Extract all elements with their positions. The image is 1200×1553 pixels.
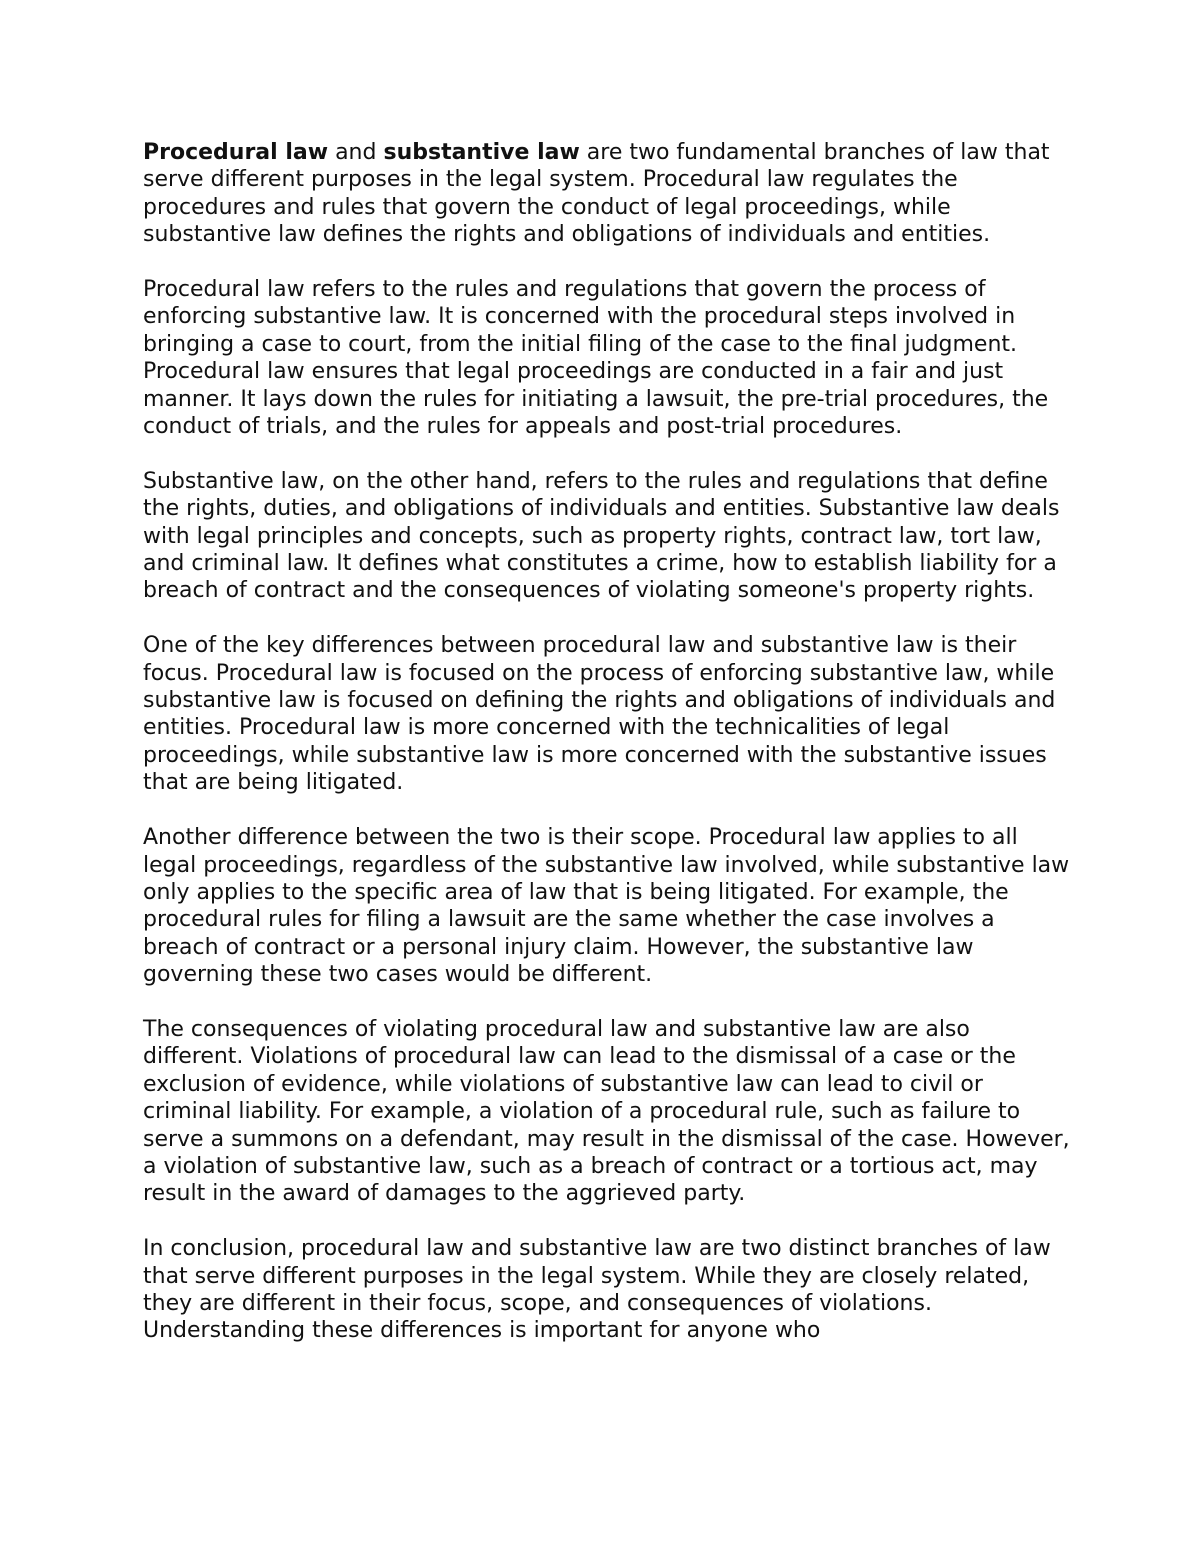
paragraph-procedural-definition: Procedural law refers to the rules and regulations that govern the process of enforcing substantive law. It is concerned with the procedural steps involved in bringing a case to court, from the initial filing of the case to the final judgment. Procedural law ensures that legal proceedings are conducted in a fair and just manner. It lays down the rules for initiating a lawsuit, the pre-trial procedures, the conduct of trials, and the rules for appeals and post-trial procedures.: [143, 277, 1049, 440]
paragraph-conclusion: In conclusion, procedural law and substantive law are two distinct branches of law that serve different purposes in the legal system. While they are closely related, they are different in their focus, scope, and consequences of violations. Understanding these differences is important for anyone who: [143, 1236, 1051, 1344]
term-substantive-law: substantive law: [383, 140, 580, 165]
intro-connector: and: [328, 140, 384, 165]
paragraph-focus-difference: One of the key differences between procedural law and substantive law is their focus. Procedural law is focused on the process of enforcing substantive law, while substantive law is focused on defining the rights and obligations of individuals and entities. Procedural law is more concerned with the technicalities of legal proceedings, while substantive law is more concerned with the substantive issues that are being litigated.: [143, 633, 1056, 796]
intro-paragraph: [143, 139, 1073, 249]
intro-text: are two fundamental branches of law that serve different purposes in the legal system. Procedural law regulates the procedures and rules that govern the conduct of legal proceedings, while substantive law defines the rights and obligations of individuals and entities.: [143, 140, 1050, 248]
paragraph-substantive-definition: Substantive law, on the other hand, refers to the rules and regulations that define the rights, duties, and obligations of individuals and entities. Substantive law deals with legal principles and concepts, such as property rights, contract law, tort law, and criminal law. It defines what constitutes a crime, how to establish liability for a breach of contract and the consequences of violating someone's property rights.: [143, 468, 1060, 604]
document-body: [143, 139, 1073, 1372]
paragraph-scope-difference: Another difference between the two is their scope. Procedural law applies to all legal proceedings, regardless of the substantive law involved, while substantive law only applies to the specific area of law that is being litigated. For example, the procedural rules for filing a lawsuit are the same whether the case involves a breach of contract or a personal injury claim. However, the substantive law governing these two cases would be different.: [143, 825, 1070, 988]
paragraph-consequences: The consequences of violating procedural law and substantive law are also different. Violations of procedural law can lead to the dismissal of a case or the exclusion of evidence, while violations of substantive law can lead to civil or criminal liability. For example, a violation of a procedural rule, such as failure to serve a summons on a defendant, may result in the dismissal of the case. However, a violation of substantive law, such as a breach of contract or a tortious act, may result in the award of damages to the aggrieved party.: [143, 1016, 1070, 1207]
term-procedural-law: Procedural law: [143, 140, 329, 165]
